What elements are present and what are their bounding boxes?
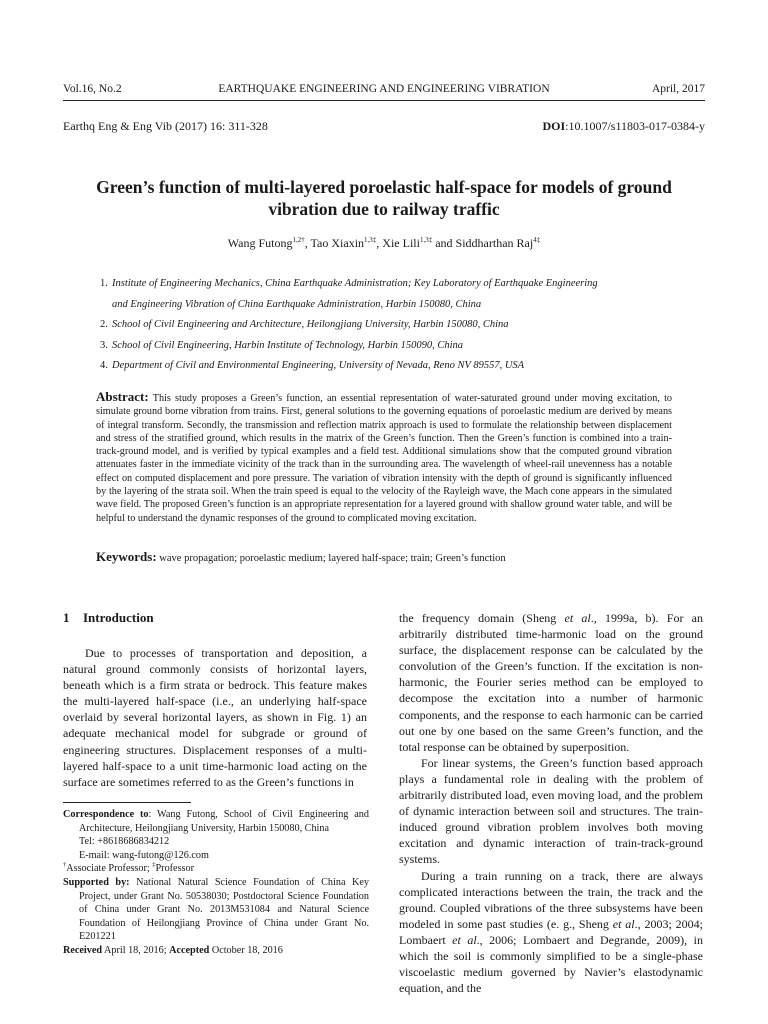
etal: et al xyxy=(452,932,477,947)
affiliation-text: School of Civil Engineering, Harbin Institute of Technology, Harbin 150090, China xyxy=(112,339,464,351)
role-mark: ‡ xyxy=(152,861,156,869)
author-affil-mark: 1,3‡ xyxy=(419,236,433,244)
intro-paragraph: Due to processes of transportation and deposition, a natural ground commonly consists of horizontal layers, beneath which is a firm strata or bedrock. This feature makes the multi-layered half-space (i.e., an underlying half-space overlaid by several horizontal layers, as shown in Fig. 1) an adequate mechanical model for subgrade or ground of engineering structures. Displacement responses of a multi-layered half-space to a unit time-harmonic load acting on the surface are sometimes referred to as the Green’s functions in xyxy=(63,646,367,789)
affiliation-text: Institute of Engineering Mechanics, China Earthquake Administration; Key Laboratory of Earthquake Engineering xyxy=(112,278,598,289)
role-mark: † xyxy=(63,861,67,869)
author-affil-mark: 1,2† xyxy=(292,236,305,244)
affiliation-number: 2. xyxy=(100,319,108,330)
author-list xyxy=(63,236,705,251)
text-run: During a train running on a track, there are always complicated interactions between the train, the track and the ground. Coupled vibrations of the three subsystems have been modeled in some past studies (e. g., Sheng xyxy=(399,868,703,931)
dates xyxy=(63,944,369,958)
accepted-date: October 18, 2016 xyxy=(209,944,283,956)
author-name: Xie Lili xyxy=(382,236,420,250)
citation-ref: Earthq Eng & Eng Vib (2017) 16: 311-328 xyxy=(63,119,268,133)
received-date: April 18, 2016; xyxy=(102,944,170,956)
section-number: 1 xyxy=(63,610,70,625)
author-name: Wang Futong xyxy=(227,236,293,250)
affiliation-text-cont: and Engineering Vibration of China Earthquake Administration, Harbin 150080, China xyxy=(112,298,482,310)
etal: et al xyxy=(564,611,591,625)
section-heading xyxy=(63,610,367,626)
affiliation-item xyxy=(100,274,680,295)
intro-paragraph xyxy=(399,610,703,755)
doi[interactable] xyxy=(542,119,705,134)
affiliation-list xyxy=(100,274,680,377)
doi-value: :10.1007/s11803-017-0384-y xyxy=(565,119,705,133)
author-separator: , xyxy=(376,236,383,250)
author-roles xyxy=(63,862,369,876)
affiliation-text: Department of Civil and Environmental Engineering, University of Nevada, Reno NV 89557, USA xyxy=(112,360,525,371)
funding-text: National Natural Science Foundation of China Key Project, under Grant No. 50538030; Postdoctoral Science Foundation of China under Grant No. 2013M531084 and Natural Science Foundation of Heilongjiang Province of China under Grant No. E201221 xyxy=(79,876,369,943)
paper-title: Green’s function of multi-layered poroelastic half-space for models of ground vibration due to railway traffic xyxy=(96,177,672,219)
affiliation-text: School of Civil Engineering and Architecture, Heilongjiang University, Harbin 150080, China xyxy=(112,319,509,330)
footnote xyxy=(63,808,369,958)
role-text: Professor xyxy=(155,863,194,875)
doi-label: DOI xyxy=(542,119,566,133)
intro-paragraph xyxy=(399,868,703,997)
email[interactable]: E-mail: wang-futong@126.com xyxy=(79,849,209,861)
author-affil-mark: 1,3‡ xyxy=(364,236,377,244)
affiliation-item xyxy=(100,356,680,377)
affiliation-item xyxy=(100,336,680,357)
affiliation-item xyxy=(100,315,680,336)
author-name: Tao Xiaxin xyxy=(310,236,365,250)
funding-label: Supported by: xyxy=(63,876,130,888)
author-separator: , xyxy=(304,236,311,250)
author-affil-mark: 4‡ xyxy=(533,236,541,244)
correspondence xyxy=(63,808,369,835)
footnote-rule xyxy=(63,802,191,803)
etal: et al xyxy=(612,916,635,931)
correspondence-text: : Wang Futong, School of Civil Engineering and Architecture, Heilongjiang University, Harbin 150080, China xyxy=(79,809,369,834)
right-column xyxy=(399,610,703,996)
affiliation-number: 4. xyxy=(100,360,108,371)
left-column xyxy=(63,610,367,790)
telephone: Tel: +8618686834212 xyxy=(79,836,170,848)
section-title: Introduction xyxy=(83,610,154,625)
role-text: Associate Professor; xyxy=(66,863,153,875)
keywords-text: wave propagation; poroelastic medium; layered half-space; train; Green’s function xyxy=(159,553,506,564)
header-date: April, 2017 xyxy=(651,83,705,95)
author-separator: and xyxy=(432,236,456,250)
header-rule xyxy=(63,100,705,101)
text-run: ., 2006; Lombaert and Degrande, 2009), in which the soil is commonly simplified to be a single-phase viscoelastic medium governed by Navier’s elastodynamic equation, and the xyxy=(399,932,703,996)
intro-paragraph: For linear systems, the Green’s function based approach plays a fundamental role in dealing with the problem of arbitrarily distributed load, even moving load, and the problem of dynamic interaction between soil and structures. The train-induced ground vibration problem involves both moving excitation and dynamic interaction of train-track-ground systems. xyxy=(399,755,703,867)
text-run: ., 1999a, b). For an arbitrarily distributed time-harmonic load on the ground surface, the displacement response can be calculated by the convolution of the Green’s function. If the excitation is non-harmonic, the Fourier series method can be employed to decompose the excitation into a number of harmonic components, and the response to each harmonic can be carried out one by one based on the same Green’s function, and the total response can be obtained by superposition. xyxy=(399,611,703,754)
accepted-label: Accepted xyxy=(169,944,210,956)
abstract-label: Abstract: xyxy=(96,389,149,404)
affiliation-number: 3. xyxy=(100,339,108,351)
abstract-text: This study proposes a Green’s function, an essential representation of water-saturated ground under moving excitation, to simulate ground borne vibration from trains. First, general solutions to the governing equations of poroelastic medium are derived by means of integral transform. Secondly, the transmission and reflection matrix approach is used to formulate the relationship between displacement and stress of the stratified ground, which results in the matrix of the Green’s function. Then the Green’s function is combined into a train-track-ground model, and is verified by typical examples and a field test. Additional simulations show that the computed ground vibration attenuates faster in the immediate vicinity of the track than in the surrounding area. The wavelength of wheel-rail unevenness has a notable effect on computed displacement and pore pressure. The variation of vibration intensity with the depth of ground is significantly influenced by the layering of the strata soil. When the train speed is equal to the velocity of the Rayleigh wave, the Mach cone appears in the simulated wave field. The proposed Green’s function is an appropriate representation for a layered ground with shallow ground water table, and will be helpful to understand the dynamic responses of the ground to complicated moving excitation. xyxy=(96,393,672,524)
keywords-label: Keywords: xyxy=(96,549,157,564)
text-run: the frequency domain (Sheng xyxy=(399,611,565,625)
header-volume: Vol.16, No.2 xyxy=(63,83,122,95)
abstract xyxy=(96,390,672,525)
author-name: Siddharthan Raj xyxy=(455,236,534,250)
correspondence-label: Correspondence to xyxy=(63,809,149,820)
header-journal: EARTHQUAKE ENGINEERING AND ENGINEERING VIBRATION xyxy=(218,83,550,95)
affiliation-number: 1. xyxy=(100,278,108,289)
text-run: ., 2003; 2004; Lombaert xyxy=(399,916,703,947)
received-label: Received xyxy=(63,944,103,956)
funding xyxy=(63,876,369,944)
keywords xyxy=(96,549,672,565)
